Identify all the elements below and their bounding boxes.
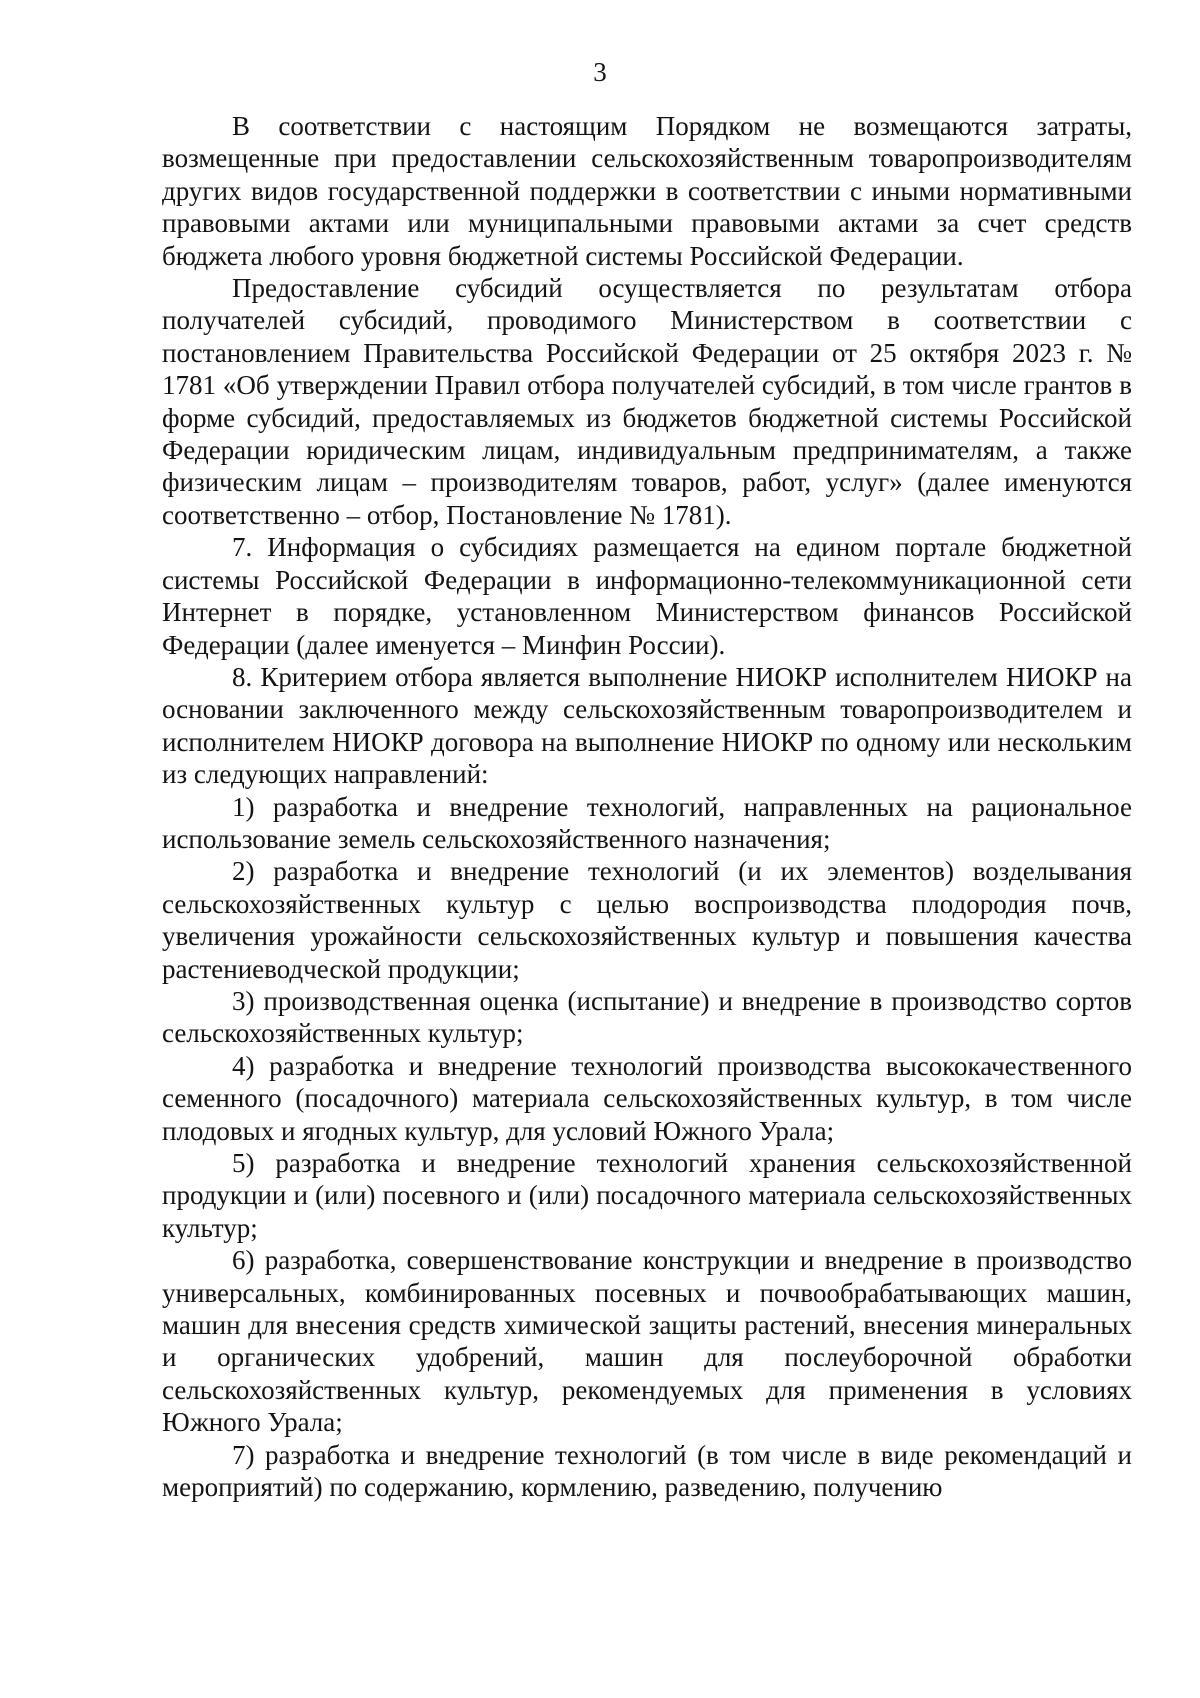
paragraph-subsidy-selection: Предоставление субсидий осуществляется по результатам отбора получателей субсидий, проводимого Министерством в соответствии с постановлением Правительства Российской Федерации от 25 октября 2023 г. № 1781 «Об утверждении Правил отбора получателей субсидий, в том числе грантов в форме субсидий, предоставляемых из бюджетов бюджетной системы Российской Федерации юридическим лицам, индивидуальным предпринимателям, а также физическим лицам – производителям товаров, работ, услуг» (далее именуются соответственно – отбор, Постановление № 1781). [162,273,1132,530]
list-item-4: 4) разработка и внедрение технологий производства высококачественного семенного (посадочного) материала сельскохозяйственных культур, в том числе плодовых и ягодных культур, для условий Южного Урала; [162,1050,1132,1146]
page-number: 3 [593,57,607,87]
paragraph-8-selection-criterion: 8. Критерием отбора является выполнение НИОКР исполнителем НИОКР на основании заключенного между сельскохозяйственным товаропроизводителем и исполнителем НИОКР договора на выполнение НИОКР по одному или нескольким из следующих направлений: [162,661,1132,790]
list-item-3: 3) производственная оценка (испытание) и внедрение в производство сортов сельскохозяйственных культур; [162,985,1132,1049]
list-item-1: 1) разработка и внедрение технологий, направленных на рациональное использование земель сельскохозяйственного назначения; [162,791,1132,854]
paragraph-costs-not-reimbursed: В соответствии с настоящим Порядком не возмещаются затраты, возмещенные при предоставлении сельскохозяйственным товаропроизводителям других видов государственной поддержки в соответствии с иными нормативными правовыми актами или муниципальными правовыми актами за счет средств бюджета любого уровня бюджетной системы Российской Федерации. [162,111,1132,271]
document-body [162,110,1132,1503]
list-item-7: 7) разработка и внедрение технологий (в том числе в виде рекомендаций и мероприятий) по содержанию, кормлению, разведению, получению [162,1439,1132,1503]
list-item-6: 6) разработка, совершенствование конструкции и внедрение в производство универсальных, комбинированных посевных и почвообрабатывающих машин, машин для внесения средств химической защиты растений, внесения минеральных и органических удобрений, машин для послеуборочной обработки сельскохозяйственных культур, рекомендуемых для применения в условиях Южного Урала; [162,1245,1132,1438]
list-item-2: 2) разработка и внедрение технологий (и их элементов) возделывания сельскохозяйственных культур с целью воспроизводства плодородия почв, увеличения урожайности сельскохозяйственных культур и повышения качества растениеводческой продукции; [162,856,1132,984]
paragraph-7-information: 7. Информация о субсидиях размещается на едином портале бюджетной системы Российской Федерации в информационно-телекоммуникационной сети Интернет в порядке, установленном Министерством финансов Российской Федерации (далее именуется – Минфин России). [162,532,1132,660]
list-item-5: 5) разработка и внедрение технологий хранения сельскохозяйственной продукции и (или) посевного и (или) посадочного материала сельскохозяйственных культур; [162,1148,1132,1243]
